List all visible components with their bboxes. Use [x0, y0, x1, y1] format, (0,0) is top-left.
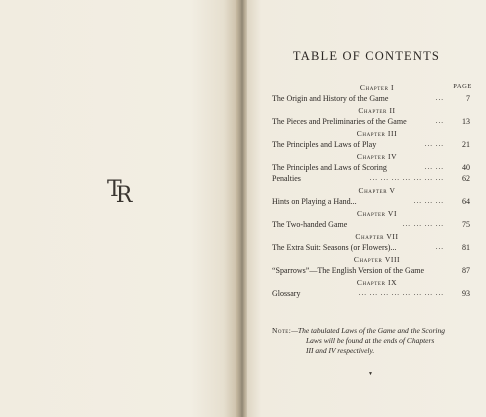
entry-title: The Origin and History of the Game [272, 94, 389, 103]
entry-page-number: 13 [462, 117, 470, 126]
entry-leader-dots: ... [435, 94, 444, 102]
entry-spacer [272, 299, 472, 301]
entry-leader-dots: ... ... ... ... [402, 220, 444, 228]
entry-page-number: 62 [462, 174, 470, 183]
toc-entry [272, 93, 472, 104]
chapter-heading: Chapter I [359, 83, 395, 92]
monogram-letter-r: R [115, 183, 127, 208]
toc-entry [272, 162, 472, 173]
entry-page-number: 87 [462, 266, 470, 275]
entry-page-number: 64 [462, 197, 470, 206]
entry-title: Hints on Playing a Hand... [272, 197, 357, 206]
chapter-heading: Chapter II [358, 106, 396, 115]
entry-leader-dots: ... [435, 243, 444, 251]
entry-leader-dots: ... ... ... [413, 197, 444, 205]
entry-leader-dots: ... ... ... ... ... ... ... [369, 174, 444, 182]
note-text-line-3: III and IV respectively. [306, 346, 375, 355]
toc-entry [272, 139, 472, 150]
entry-page-number: 21 [462, 140, 470, 149]
publisher-monogram [107, 177, 127, 208]
chapter-heading: Chapter IV [356, 152, 398, 161]
note-label: Note: [272, 326, 292, 335]
toc-entry [272, 288, 472, 299]
note-text-line-2: Laws will be found at the ends of Chapters [306, 336, 435, 345]
chapter-heading: Chapter V [358, 186, 396, 195]
chapter-heading: Chapter III [356, 129, 398, 138]
entry-title: The Two-handed Game [272, 220, 348, 229]
chapter-heading: Chapter VI [356, 209, 398, 218]
entry-leader-dots: ... ... [424, 140, 444, 148]
entry-leader-dots: ... [435, 117, 444, 125]
left-page [0, 0, 238, 417]
entry-leader-dots: ... ... ... ... ... ... ... ... [358, 289, 444, 297]
page-column-header: PAGE [453, 83, 472, 90]
entry-title: Penalties [272, 174, 301, 183]
entry-page-number: 93 [462, 289, 470, 298]
entry-title: “Sparrows”—The English Version of the Game [272, 266, 425, 275]
entry-page-number: 7 [466, 94, 470, 103]
toc-entry [272, 242, 472, 253]
toc-entry [272, 173, 472, 184]
entry-page-number: 75 [462, 220, 470, 229]
monogram-letter-t: T [107, 177, 116, 202]
toc-entry [272, 265, 472, 276]
chapter-heading: Chapter VIII [353, 255, 401, 264]
toc-title: TABLE OF CONTENTS [292, 49, 441, 63]
toc-entry [272, 116, 472, 127]
entry-title: The Principles and Laws of Play [272, 140, 377, 149]
chapter-heading: Chapter VII [355, 232, 399, 241]
entry-title: The Principles and Laws of Scoring [272, 163, 387, 172]
page-bottom-mark: ▼ [368, 372, 373, 377]
toc-entry [272, 196, 472, 207]
toc-note [272, 326, 472, 356]
note-text-line-1: —The tabulated Laws of the Game and the Scoring [291, 326, 445, 335]
entry-page-number: 81 [462, 243, 470, 252]
entry-page-number: 40 [462, 163, 470, 172]
entry-title: The Pieces and Preliminaries of the Game [272, 117, 407, 126]
entry-title: Glossary [272, 289, 301, 298]
entry-title: The Extra Suit: Seasons (or Flowers)... [272, 243, 397, 252]
chapter-heading: Chapter IX [356, 278, 398, 287]
toc-entry [272, 219, 472, 230]
toc-entries [272, 83, 472, 301]
entry-leader-dots: ... ... [424, 163, 444, 171]
